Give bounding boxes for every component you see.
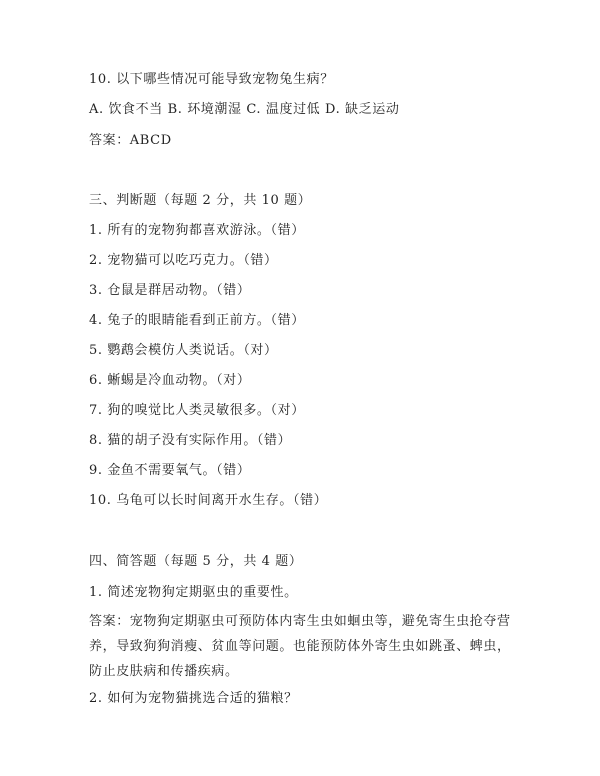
- judgment-item-7: 7. 狗的嗅觉比人类灵敏很多。（对）: [89, 403, 305, 418]
- judgment-item-9: 9. 金鱼不需要氧气。（错）: [89, 463, 251, 478]
- judgment-item-10: 10. 乌龟可以长时间离开水生存。（错）: [89, 493, 328, 508]
- short-answer-question-1: 1. 简述宠物狗定期驱虫的重要性。: [89, 585, 298, 600]
- judgment-item-8: 8. 猫的胡子没有实际作用。（错）: [89, 433, 292, 448]
- section-4-heading: 四、简答题（每题 5 分，共 4 题）: [89, 554, 303, 569]
- judgment-item-4: 4. 兔子的眼睛能看到正前方。（错）: [89, 313, 305, 328]
- short-answer-answer-1: 答案：宠物狗定期驱虫可预防体内寄生虫如蛔虫等，避免寄生虫抢夺营养，导致狗狗消瘦、贫血等问题。也能预防体外寄生虫如跳蚤、蜱虫，防止皮肤病和传播疾病。: [89, 614, 511, 679]
- question-10-options: A. 饮食不当 B. 环境潮湿 C. 温度过低 D. 缺乏运动: [89, 102, 400, 117]
- judgment-item-2: 2. 宠物猫可以吃巧克力。（错）: [89, 253, 278, 268]
- short-answer-question-2: 2. 如何为宠物猫挑选合适的猫粮？: [89, 691, 298, 706]
- section-3-heading: 三、判断题（每题 2 分，共 10 题）: [89, 193, 312, 208]
- judgment-item-3: 3. 仓鼠是群居动物。（错）: [89, 283, 251, 298]
- judgment-item-5: 5. 鹦鹉会模仿人类说话。（对）: [89, 343, 278, 358]
- question-10: 10. 以下哪些情况可能导致宠物兔生病？: [89, 72, 334, 87]
- judgment-item-6: 6. 蜥蜴是冷血动物。（对）: [89, 373, 251, 388]
- judgment-item-1: 1. 所有的宠物狗都喜欢游泳。（错）: [89, 223, 305, 238]
- question-10-answer: 答案：ABCD: [89, 133, 172, 148]
